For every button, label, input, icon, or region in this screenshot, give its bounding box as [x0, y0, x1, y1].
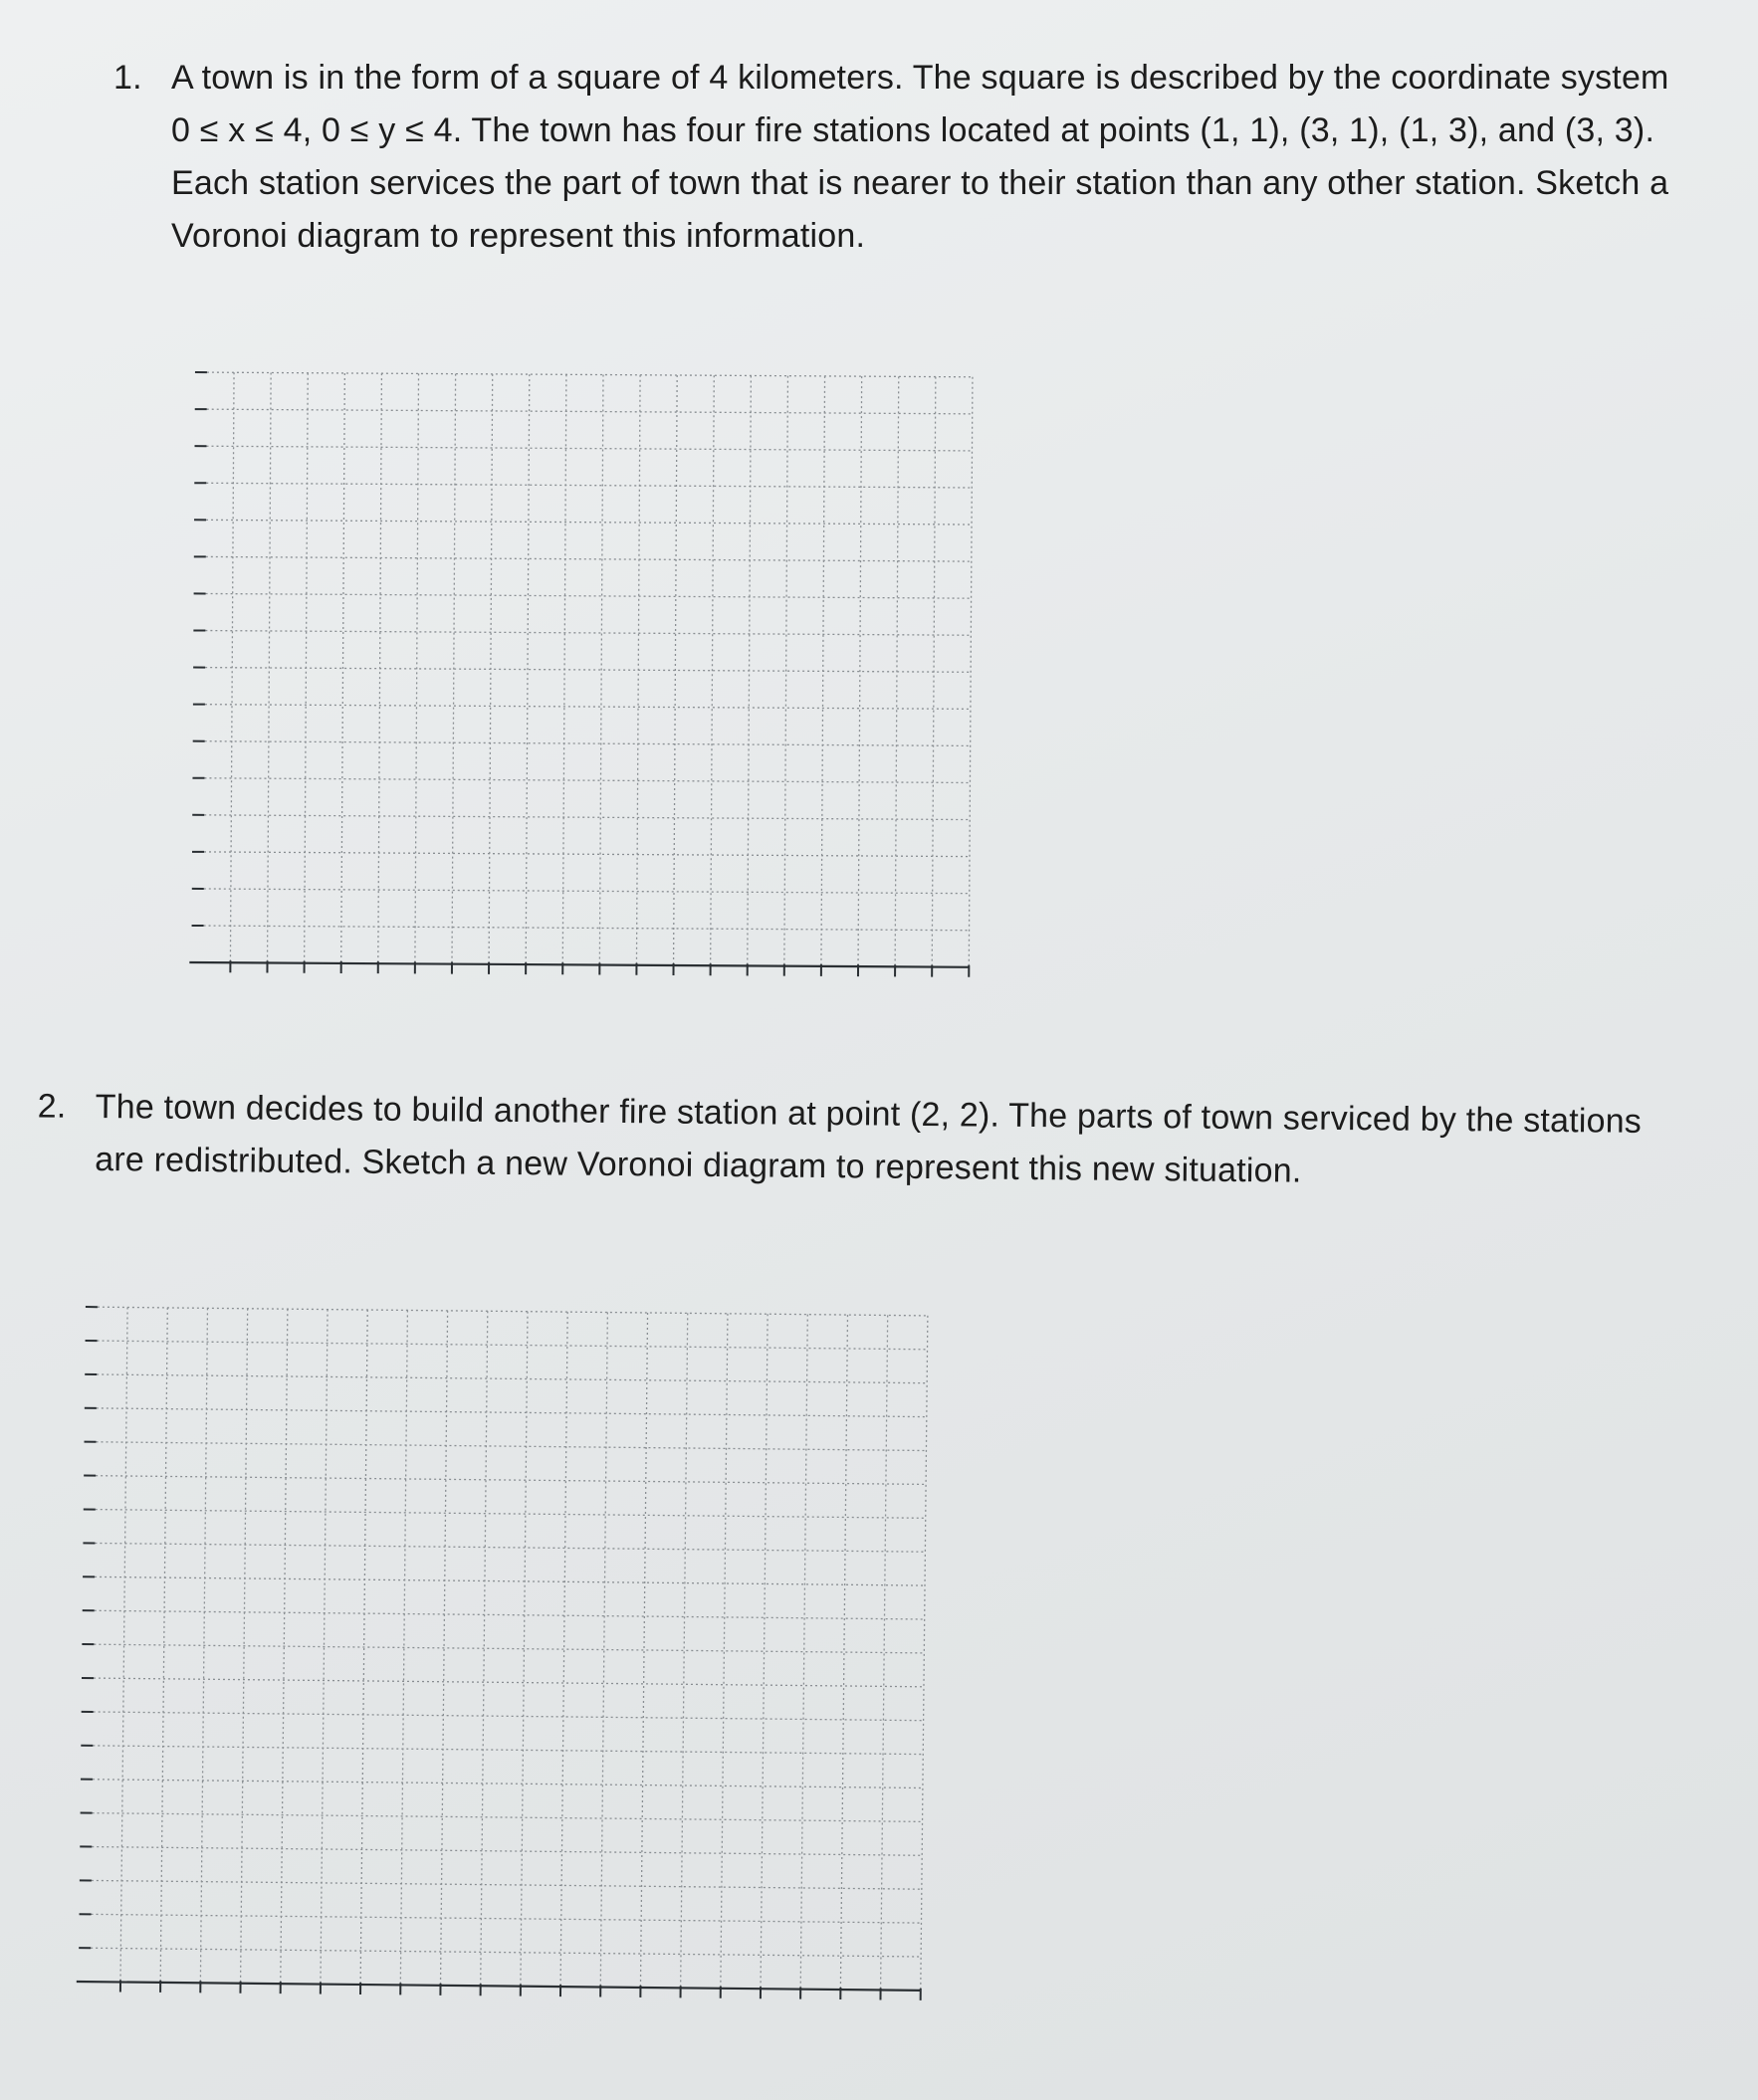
- grid-1-hline: [194, 889, 970, 894]
- grid-2-hline: [88, 1307, 928, 1316]
- grid-1-hline: [194, 926, 970, 931]
- grid-2-x-axis: [77, 1982, 921, 1991]
- grid-2-hline: [85, 1610, 925, 1619]
- grid-1-hline: [194, 852, 970, 857]
- question-1-text: A town is in the form of a square of 4 kilometers. The square is described by the coordinate system 0 ≤ x ≤ 4, 0 ≤ y ≤ 4. The town has four fire stations located at points (1, 1), (3, 1), (1, 3), and (3, 3). Each station services the part of town that is nearer to their station than any other station. Sketch a Voronoi diagram to represent this information.: [171, 59, 1669, 255]
- grid-2-hline: [81, 1948, 921, 1957]
- grid-1-hline: [195, 705, 971, 710]
- grid-1-vline: [784, 376, 788, 966]
- grid-2-hline: [85, 1576, 925, 1585]
- question-2-text: The town decides to build another fire station at point (2, 2). The parts of town serviced by the stations are redistributed. Sketch a new Voronoi diagram to represent this new situation.: [95, 1087, 1643, 1190]
- grid-1-hline: [196, 483, 972, 488]
- grid-2-hline: [82, 1914, 922, 1923]
- grid-1-hline: [194, 815, 970, 820]
- question-1: [113, 52, 1684, 263]
- grid-2-vline: [521, 1312, 528, 1987]
- grid-1-hline: [196, 593, 972, 598]
- question-2-number: 2.: [37, 1087, 67, 1126]
- grid-2-vline: [560, 1312, 567, 1987]
- grid-2-hline: [83, 1746, 923, 1755]
- grid-2-svg[interactable]: [73, 1299, 936, 2004]
- grid-2-hline: [86, 1442, 926, 1451]
- grid-2-hline: [82, 1880, 922, 1889]
- blank-grid-1[interactable]: [185, 364, 981, 981]
- question-1-number: 1.: [113, 59, 142, 97]
- grid-1-hline: [196, 446, 972, 451]
- grid-1-svg[interactable]: [185, 364, 981, 981]
- grid-1-x-axis: [189, 962, 969, 967]
- grid-2-hline: [84, 1712, 924, 1721]
- grid-2-hline: [86, 1509, 926, 1518]
- grid-1-hline: [196, 520, 972, 525]
- grid-1-hline: [197, 409, 973, 414]
- grid-2-hline: [87, 1408, 927, 1417]
- grid-2-hline: [82, 1846, 922, 1855]
- blank-grid-2[interactable]: [73, 1299, 936, 2004]
- grid-2-hline: [83, 1813, 923, 1822]
- grid-2-hline: [84, 1678, 924, 1687]
- grid-2-hline: [86, 1476, 926, 1485]
- grid-2-hline: [85, 1543, 925, 1552]
- question-2: [37, 1081, 1698, 1201]
- grid-1-hline: [196, 556, 972, 561]
- grid-2-vline: [600, 1313, 607, 1988]
- grid-1-vline: [341, 373, 345, 963]
- grid-1-hline: [195, 741, 971, 746]
- grid-2-hline: [87, 1374, 927, 1383]
- grid-1-hline: [195, 630, 971, 635]
- grid-2-hline: [84, 1644, 924, 1653]
- grid-1-hline: [195, 668, 971, 673]
- grid-1-vline: [969, 377, 973, 967]
- grid-2-hline: [83, 1780, 923, 1788]
- grid-1-hline: [194, 778, 970, 783]
- grid-1-hline: [197, 372, 973, 377]
- grid-2-hline: [88, 1341, 928, 1350]
